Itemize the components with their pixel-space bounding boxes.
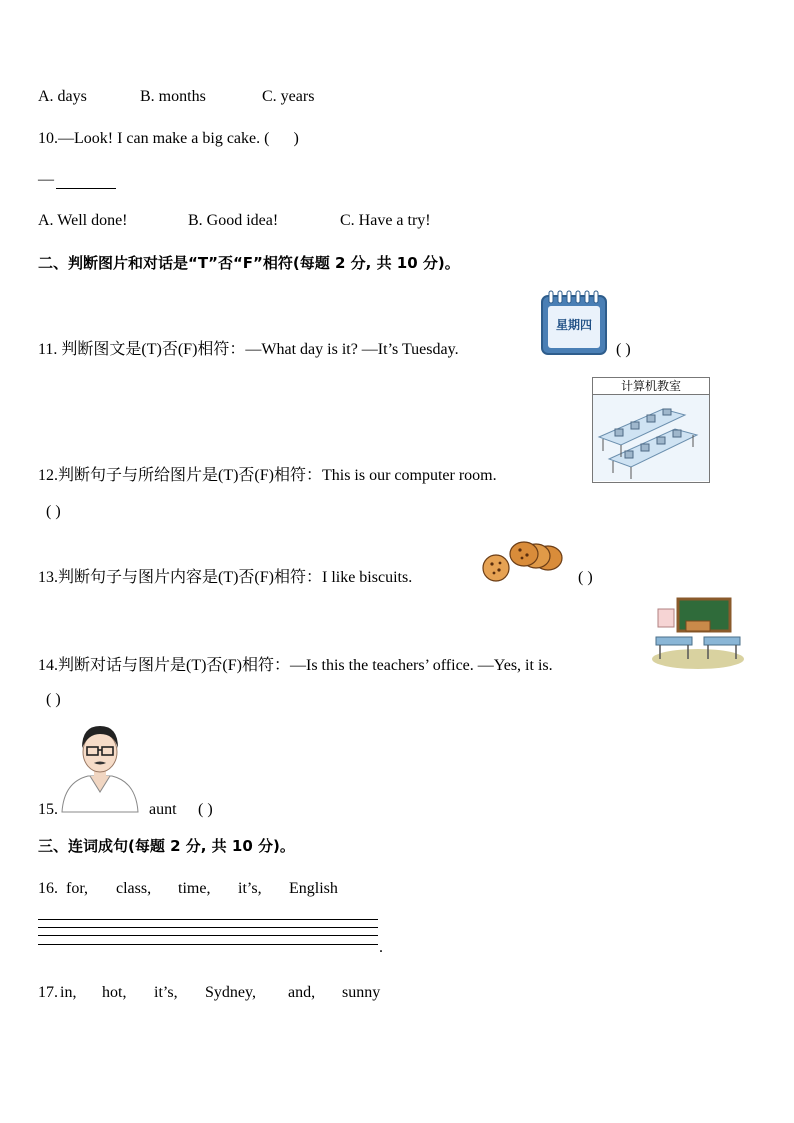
q11-text: 11. 判断图文是(T)否(F)相符：—What day is it? —It’s Tuesday. — [38, 341, 459, 358]
answer-line — [38, 927, 378, 928]
q16-word: for, — [66, 880, 89, 897]
q16-word: English — [289, 880, 338, 897]
q12-text: 12.判断句子与所给图片是(T)否(F)相符：This is our computer room. — [38, 467, 497, 484]
q17-word: and, — [288, 984, 316, 1001]
q17-word: it’s, — [154, 984, 178, 1001]
q10-close-paren: ) — [293, 130, 299, 147]
q10-option-b: B. Good idea! — [188, 212, 279, 229]
answer-line — [38, 944, 378, 945]
calendar-thursday-picture — [540, 290, 608, 356]
q16-period: . — [379, 939, 383, 956]
q17-word: hot, — [102, 984, 127, 1001]
answer-line — [38, 919, 378, 920]
q13-text: 13.判断句子与图片内容是(T)否(F)相符：I like biscuits. — [38, 569, 413, 586]
q17-word: Sydney, — [205, 984, 256, 1001]
q11-answer-paren[interactable]: ( ) — [616, 341, 631, 358]
q10-question — [38, 129, 299, 149]
computer-room-picture — [592, 377, 710, 483]
q15-word: aunt — [149, 801, 177, 818]
q16-word: class, — [116, 880, 152, 897]
q10-option-a: A. Well done! — [38, 212, 128, 229]
q17-number: 17. — [38, 984, 58, 1001]
section2-title: 二、判断图片和对话是“T”否“F”相符(每题 2 分, 共 10 分)。 — [38, 254, 460, 272]
q12-answer-paren[interactable]: ( ) — [46, 503, 61, 520]
classroom-picture — [650, 597, 746, 671]
q15-answer-paren[interactable]: ( ) — [198, 801, 213, 818]
q10-option-c: C. Have a try! — [340, 212, 431, 229]
q14-answer-paren[interactable]: ( ) — [46, 691, 61, 708]
q10-answer-blank[interactable] — [56, 172, 116, 189]
q9-option-a: A. days — [38, 88, 87, 105]
q13-answer-paren[interactable]: ( ) — [578, 569, 593, 586]
computer-room-label: 计算机教室 — [593, 378, 709, 395]
section3-title: 三、连词成句(每题 2 分, 共 10 分)。 — [38, 837, 295, 855]
biscuits-picture — [482, 540, 566, 586]
q10-stem: 10.—Look! I can make a big cake. ( — [38, 130, 270, 147]
q14-text: 14.判断对话与图片是(T)否(F)相符：—Is this the teachers’ office. —Yes, it is. — [38, 657, 553, 674]
q17-word: sunny — [342, 984, 381, 1001]
man-with-glasses-picture — [60, 720, 140, 816]
q15-number: 15. — [38, 801, 58, 818]
q16-word: it’s, — [238, 880, 262, 897]
q16-word: time, — [178, 880, 211, 897]
q10-answer-dash: — — [38, 171, 54, 188]
q9-option-c: C. years — [262, 88, 315, 105]
calendar-label: 星期四 — [555, 318, 592, 332]
q16-number: 16. — [38, 880, 58, 897]
answer-line — [38, 935, 378, 936]
q9-option-b: B. months — [140, 88, 206, 105]
q17-word: in, — [60, 984, 77, 1001]
